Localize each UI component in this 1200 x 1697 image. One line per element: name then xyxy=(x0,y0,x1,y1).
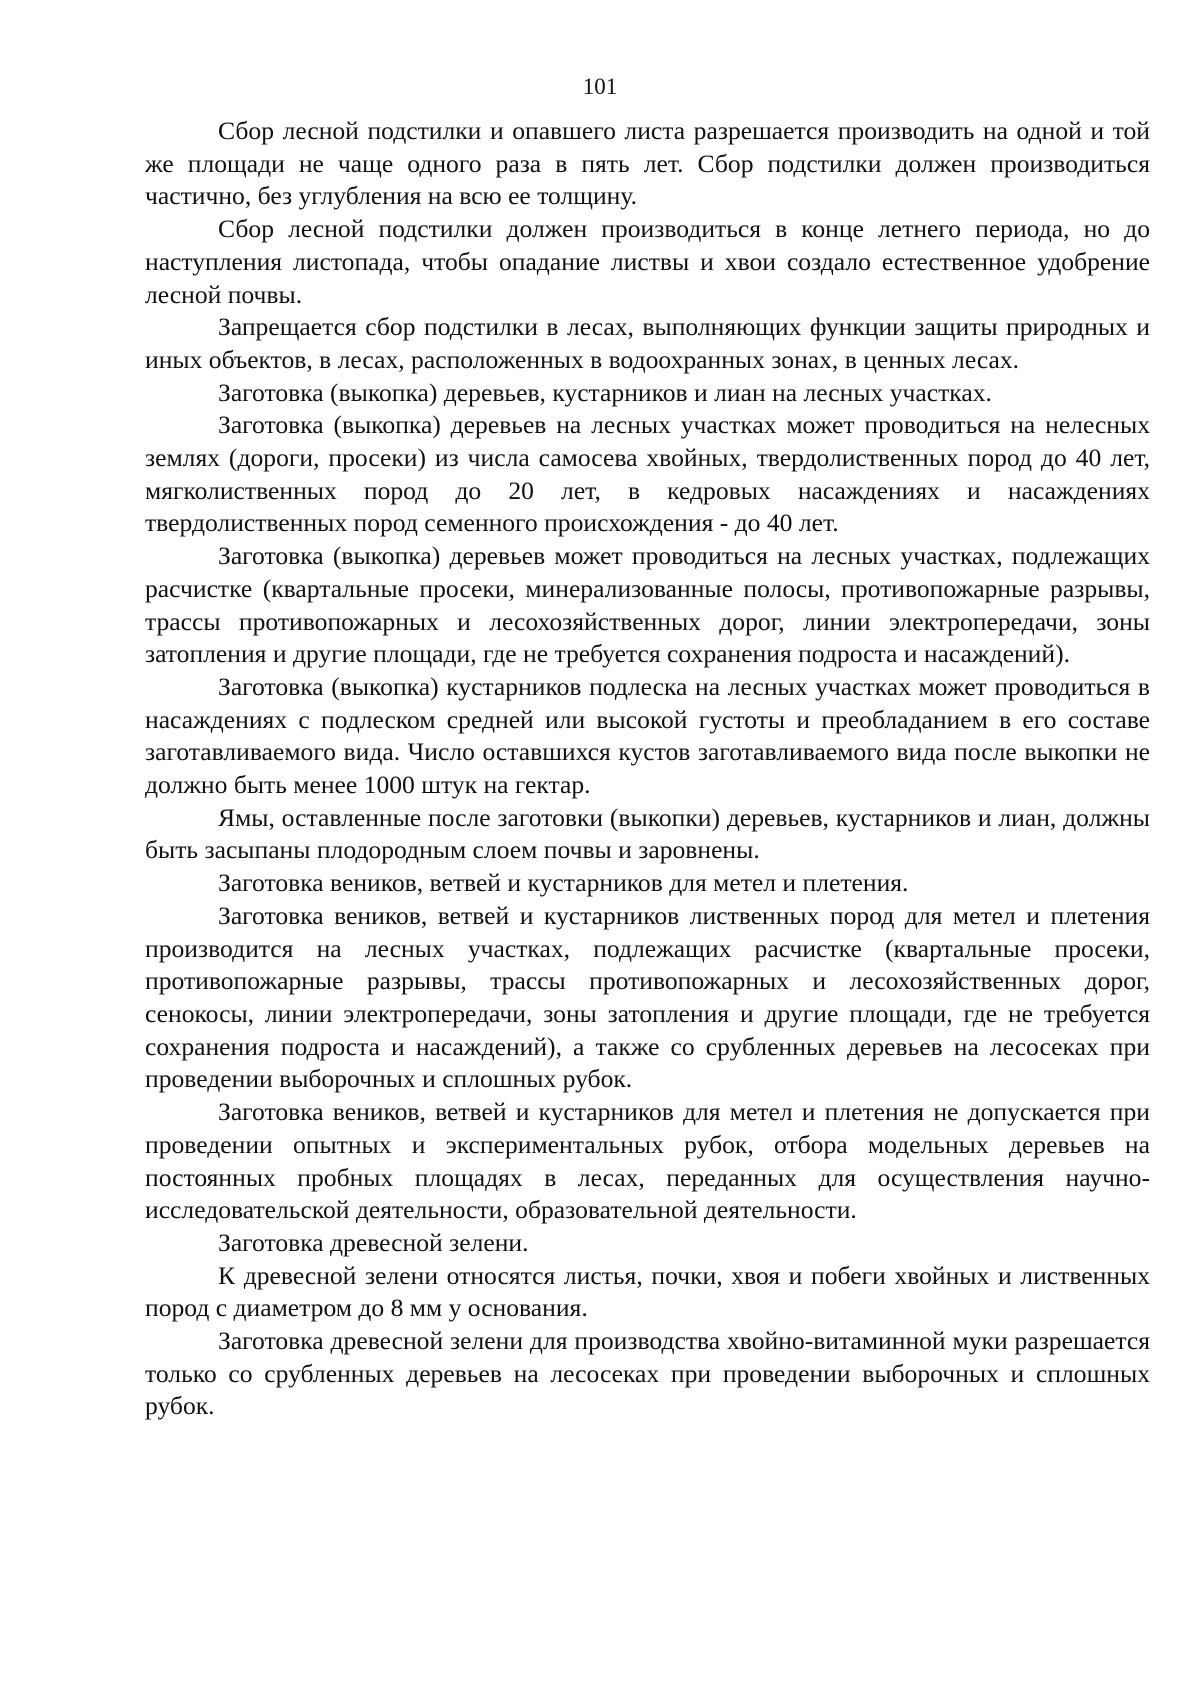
paragraph: Заготовка веников, ветвей и кустарников для метел и плетения не допускается при проведении опытных и экспериментальных рубок, отбора модельных деревьев на постоянных пробных площадях в лесах, переданных для осуществления научно-исследовательской деятельности, образовательной деятельности. xyxy=(145,1097,1150,1225)
paragraph: Заготовка (выкопка) кустарников подлеска на лесных участках может проводиться в насаждениях с подлеском средней или высокой густоты и преобладанием в его составе заготавливаемого вида. Число оставшихся кустов заготавливаемого вида после выкопки не должно быть менее 1000 штук на гектар. xyxy=(145,671,1150,800)
paragraph: К древесной зелени относятся листья, почки, хвоя и побеги хвойных и лиственных пород с диаметром до 8 мм у основания. xyxy=(145,1260,1150,1323)
paragraph: Заготовка (выкопка) деревьев может проводиться на лесных участках, подлежащих расчистке (квартальные просеки, минерализованные полосы, противопожарные разрывы, трассы противопожарных и лесохозяйственных дорог, линии электропередачи, зоны затопления и другие площади, где не требуется сохранения подроста и насаждений). xyxy=(145,541,1150,669)
paragraph-heading: Заготовка древесной зелени. xyxy=(218,1227,529,1257)
paragraph: Заготовка древесной зелени для производства хвойно-витаминной муки разрешается только со срубленных деревьев на лесосеках при проведении выборочных и сплошных рубок. xyxy=(145,1326,1150,1421)
paragraph: Ямы, оставленные после заготовки (выкопки) деревьев, кустарников и лиан, должны быть засыпаны плодородным слоем почвы и заровнены. xyxy=(145,802,1150,865)
body-text xyxy=(145,115,1150,1423)
paragraph: Сбор лесной подстилки и опавшего листа разрешается производить на одной и той же площади не чаще одного раза в пять лет. Сбор подстилки должен производиться частично, без углубления на всю ее толщину. xyxy=(145,116,1150,211)
paragraph-heading: Заготовка веников, ветвей и кустарников для метел и плетения. xyxy=(218,868,909,898)
paragraph: Сбор лесной подстилки должен производиться в конце летнего периода, но до наступления листопада, чтобы опадание листвы и хвои создало естественное удобрение лесной почвы. xyxy=(145,214,1150,309)
page-number: 101 xyxy=(582,74,618,99)
paragraph-heading: Заготовка (выкопка) деревьев, кустарников и лиан на лесных участках. xyxy=(218,377,992,407)
paragraph: Заготовка веников, ветвей и кустарников лиственных пород для метел и плетения производится на лесных участках, подлежащих расчистке (квартальные просеки, противопожарные разрывы, трассы противопожарных и лесохозяйственных дорог, сенокосы, линии электропередачи, зоны затопления и другие площади, где не требуется сохранения подроста и насаждений), а также со срубленных деревьев на лесосеках при проведении выборочных и сплошных рубок. xyxy=(145,900,1150,1094)
paragraph: Запрещается сбор подстилки в лесах, выполняющих функции защиты природных и иных объектов, в лесах, расположенных в водоохранных зонах, в ценных лесах. xyxy=(145,312,1150,374)
paragraph: Заготовка (выкопка) деревьев на лесных участках может проводиться на нелесных землях (дороги, просеки) из числа самосева хвойных, твердолиственных пород до 40 лет, мягколиственных пород до 20 лет, в кедровых насаждениях и насаждениях твердолиственных пород семенного происхождения - до 40 лет. xyxy=(145,410,1150,538)
